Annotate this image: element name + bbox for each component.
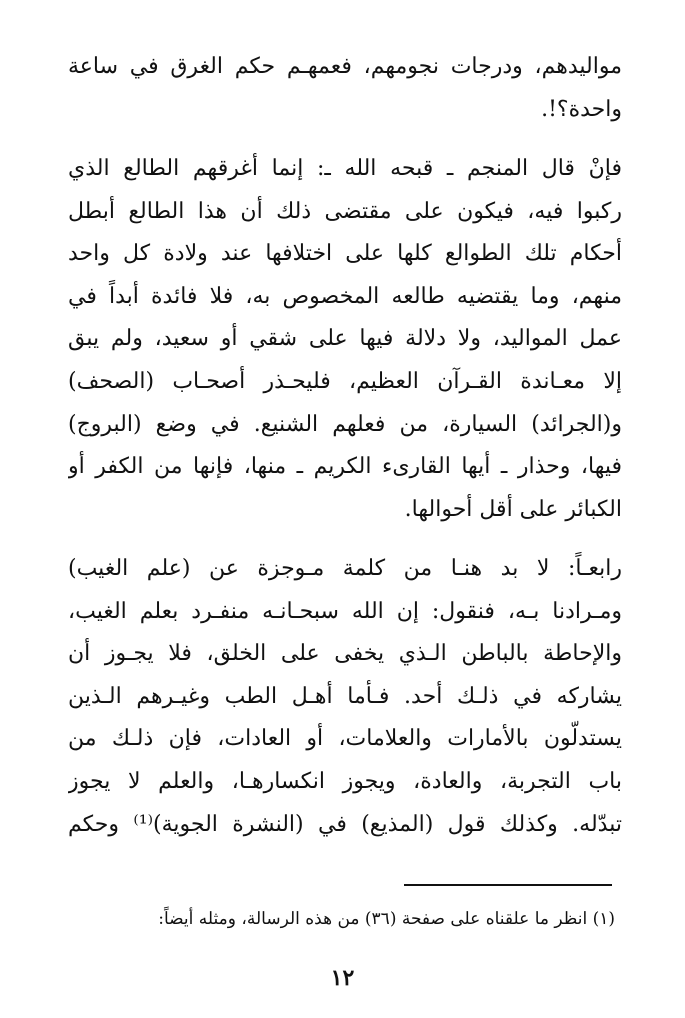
text-line: أحكام تلك الطوالع كلها على اختلافها عند ولادة كل واحد (68, 241, 622, 267)
footnote: (١) انظر ما علقناه على صفحة (٣٦) من هذه الرسالة، ومثله أيضاً: (158, 909, 615, 929)
paragraph-2 (68, 148, 622, 531)
text-line: مواليدهم، ودرجات نجومهم، فعمهـم حكم الغرق في ساعة (68, 54, 622, 79)
paragraph-3 (68, 548, 622, 846)
text-line: واحدة؟!. (541, 96, 622, 122)
text-line: إلا معـاندة القـرآن العظيم، فليحـذر أصحـاب (الصحف) (68, 368, 622, 394)
text-line: رابعـاً: لا بد هنـا من كلمة مـوجزة عن (علم الغيب) (68, 556, 622, 581)
footnote-separator (404, 884, 612, 886)
text-line: يستدلّون بالأمارات والعلامات، أو العادات، فإن ذلـك من (68, 726, 622, 752)
text-line: فيها، وحذار ـ أيها القارىء الكريم ـ منها، فإنها من الكفر أو (68, 454, 622, 480)
text-line: تبدّله. وكذلك قول (المذيع) في (النشرة الجوية)⁽¹⁾ وحكم (68, 811, 622, 837)
text-line: ركبوا فيه، فيكون على مقتضى ذلك أن هذا الطالع أبطل (68, 198, 622, 224)
text-line: و(الجرائد) السيارة، من فعلهم الشنيع. في وضع (البروج) (68, 411, 622, 437)
paragraph-1 (68, 46, 622, 131)
text-line: فإنْ قال المنجم ـ قبحه الله ـ: إنما أغرقهم الطالع الذي (68, 156, 622, 181)
text-line: منهم، وما يقتضيه طالعه المخصوص به، فلا فائدة أبداً في (68, 283, 622, 309)
page-number: ١٢ (330, 965, 355, 991)
text-line: عمل المواليد، ولا دلالة فيها على شقي أو سعيد، ولم يبق (68, 326, 622, 352)
text-line: الكبائر على أقل أحوالها. (404, 496, 622, 522)
text-line: باب التجربة، والعادة، ويجوز انكسارهـا، والعلم لا يجوز (68, 768, 622, 794)
text-line: ومـرادنا بـه، فنقول: إن الله سبحـانـه منفـرد بعلم الغيب، (68, 598, 622, 624)
text-line: يشاركه في ذلـك أحد. فـأما أهـل الطب وغيـرهم الـذين (68, 683, 622, 709)
text-line: والإحاطة بالباطن الـذي يخفى على الخلق، فلا يجـوز أن (68, 641, 622, 667)
